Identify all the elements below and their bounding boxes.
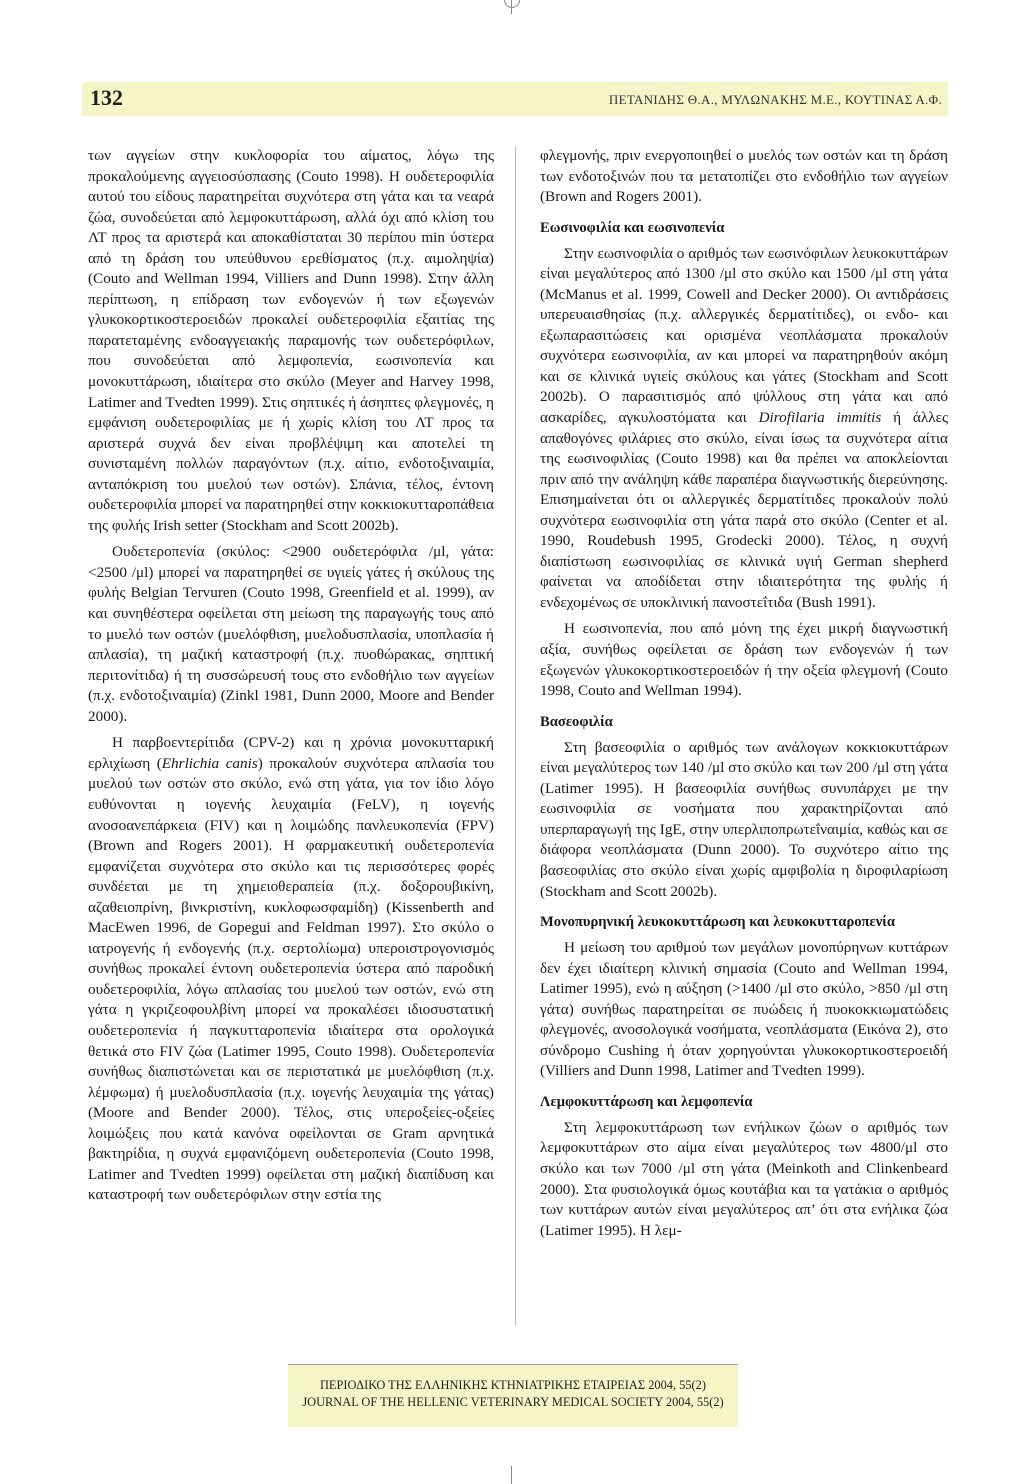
right-column [540,146,948,1241]
paragraph: Ουδετεροπενία (σκύλος: <2900 ουδετερόφιλα /μl, γάτα: <2500 /μl) μπορεί να παρατηρηθεί σε υγιείς γάτες ή σκύλους της φυλής Belgian Tervuren (Couto 1998, Greenfield et al. 1999), αν και συνηθέστερα οφείλεται στη μείωση της παραγωγής τους από το μυελό των οστών (μυελόφθιση, μυελοδυσπλασία, υποπλασία ή απλασία), τη μαζική καταστροφή (π.χ. πυοθώρακας, σηπτική περιτονίτιδα) ή τη συσσώρευσή τους στο ενδοθήλιο των αγγείων (π.χ. ενδοτοξιναιμία) (Zinkl 1981, Dunn 2000, Moore and Bender 2000). [88,543,494,725]
journal-title-greek: ΠΕΡΙΟΔΙΚΟ ΤΗΣ ΕΛΛΗΝΙΚΗΣ ΚΤΗΝΙΑΤΡΙΚΗΣ ΕΤΑΙΡΕΙΑΣ 2004, 55(2) [319,1378,707,1392]
crop-mark-bottom [511,1466,512,1484]
section-heading: Μονοπυρηνική λευκοκυττάρωση και λευκοκυτταροπενία [540,914,895,931]
text-run: ή άλλες απαθογόνες φιλάριες στο σκύλο, είναι ίσως τα συχνότερα αίτια της εωσινοφιλίας (Couto 1998) και θα πρέπει να αποκλείονται πριν από την ανάληψη κάθε παραπέρα διαγνωστικής διερεύνησης. Επισημαίνεται ότι οι αλλεργικές δερματίτιδες προκαλούν πολύ συχνότερα εωσινοφιλία στη γάτα παρά στο σκύλο (Center et al. 1990, Roudebush 1995, Grodecki 2000). Τέλος, η συχνή διαπίστωση εωσινοφιλίας σε κλινικά υγιή German shepherd φαίνεται να αποδίδεται στην ιδιαιτερότητα της φυλής ή ενδεχομένως σε υποκλινική πανοστεΐτιδα (Bush 1991). [540,409,948,611]
left-column [88,146,494,1206]
paragraph: Η εωσινοπενία, που από μόνη της έχει μικρή διαγνωστική αξία, συνήθως οφείλεται σε δράση των ενδογενών ή των εξωγενών γλυκοκορτικοστεροειδών ή την οξεία φλεγμονή (Couto 1998, Couto and Wellman 1994). [540,620,948,700]
page-number: 132 [90,85,123,110]
paragraph [88,733,494,1206]
column-divider [515,146,516,1326]
paragraph: Στη λεμφοκυττάρωση των ενήλικων ζώων ο αριθμός των λεμφοκυττάρων στο αίμα είναι μεγαλύτερος των 4800/μl στο σκύλο και των 7000 /μl στη γάτα (Meinkoth and Clinkenbeard 2000). Στα φυσιολογικά όμως κουτάβια και τα γατάκια ο αριθμός των κυττάρων αυτών είναι μεγαλύτερος απ’ ότι στα ενήλικα ζώα (Latimer 1995). Η λεμ- [540,1118,948,1239]
paragraph: των αγγείων στην κυκλοφορία του αίματος, λόγω της προκαλούμενης αγγειοσύσπασης (Couto 1998). Η ουδετεροφιλία αυτού του είδους παρατηρείται συχνότερα στη γάτα και τα νεαρά ζώα, συνοδεύεται από λεμφοκυττάρωση, αλλά όχι από κλίση του ΛΤ προς τα αριστερά και αποκαθίσταται 30 περίπου min ύστερα από τη δράση του υπεύθυνου ερεθίσματος (π.χ. αιμοληψία) (Couto and Wellman 1994, Villiers and Dunn 1998). Στην άλλη περίπτωση, η επίδραση των ενδογενών ή των εξωγενών γλυκοκορτικοστεροειδών προκαλεί ουδετεροφιλία εξαιτίας της παρατεταμένης ενδοαγγειακής παραμονής των ουδετερόφιλων, που συνοδεύεται από λεμφοπενία, εωσινοπενία και μονοκυττάρωση, ιδιαίτερα στο σκύλο (Meyer and Harvey 1998, Latimer and Tvedten 1999). Στις σηπτικές ή άσηπτες φλεγμονές, η εμφάνιση ουδετεροφιλίας με ή χωρίς κλίση του ΛΤ προς τα αριστερά συχνά δεν είναι προβλέψιμη και αποτελεί τη συνισταμένη πολλών παραγόντων (π.χ. αίτιο, ενδοτοξιναιμία, ανταπόκριση του μυελού των οστών). Σπάνια, τέλος, έντονη ουδετεροφιλία μπορεί να παρατηρηθεί στην κοκκιοκυτταροπάθεια της φυλής Irish setter (Stockham and Scott 2002b). [88,147,494,534]
species-name: Ehrlichia canis [161,754,258,772]
section-heading: Εωσινοφιλία και εωσινοπενία [540,219,725,236]
text-run: ) προκαλούν συχνότερα απλασία του μυελού των οστών στο σκύλο, ενώ στη γάτα, για τον ίδιο λόγο ευθύνονται η ιογενής λευχαιμία (FeLV), η ιογενής ανοσοανεπάρκεια (FIV) και η λοιμώδης πανλευκοπενία (FPV) (Brown and Rogers 2001). Η φαρμακευτική ουδετεροπενία εμφανίζεται συχνότερα στο σκύλο και τις περισσότερες φορές συνδέεται με τη χημειοθεραπεία (π.χ. δοξορουβικίνη, αζαθειοπρίνη, βινκριστίνη, κυκλοφωσφαμίδη) (Kissenberth and MacEwen 1996, de Gopegui and Feldman 1997). Στο σκύλο ο ιατρογενής ή ενδογενής (π.χ. σερτολίωμα) υπεροιστρογονισμός συνήθως προκαλεί έντονη ουδετεροπενία ύστερα από παροδική ουδετεροφιλία, λόγω απλασίας του μυελού των οστών, ενώ στη γάτα η γκριζεοφουλβίνη μπορεί να προκαλέσει ιδιοσυστατική ουδετεροπενία ή παγκυτταροπενία ιδιαίτερα στα ορολογικά θετικά στο FIV ζώα (Latimer 1995, Couto 1998). Ουδετεροπενία συνήθως διαπιστώνεται και σε περιστατικά με μυελόφθιση (π.χ. λέμφωμα) ή μυελοδυσπλασία (π.χ. ιογενής λευχαιμία της γάτας) (Moore and Bender 2000). Τέλος, στις υπεροξείες-οξείες λοιμώξεις που κατά κανόνα οφείλονται σε Gram αρνητικά βακτηρίδια, η συχνά εμφανιζόμενη ουδετεροπενία (Couto 1998, Latimer and Tvedten 1999) οφείλεται στη μαζική διαπίδυση και καταστροφή των ουδετερόφιλων στην εστία της [88,754,494,1204]
paragraph [540,244,948,614]
running-head-authors: ΠΕΤΑΝΙΔΗΣ Θ.Α., ΜΥΛΩΝΑΚΗΣ Μ.Ε., ΚΟΥΤΙΝΑΣ Α.Φ. [608,92,942,107]
journal-footer [288,1364,738,1427]
species-name: Dirofilaria immitis [758,409,882,427]
paragraph: φλεγμονής, πριν ενεργοποιηθεί ο μυελός των οστών και τη δράση των ενδοτοξινών που τα μετατοπίζει στο ενδοθήλιο των αγγείων (Brown and Rogers 2001). [540,147,948,206]
page-header [82,82,948,116]
journal-title-english: JOURNAL OF THE HELLENIC VETERINARY MEDICAL SOCIETY 2004, 55(2) [302,1395,724,1409]
text-run: Η παρβοεντερίτιδα (CPV-2) και η χρόνια μονοκυτταρική ερλιχίωση ( [88,734,494,772]
registration-mark-top [504,0,520,8]
section-heading: Βασεοφιλία [540,713,613,730]
text-run: Στην εωσινοφιλία ο αριθμός των εωσινόφιλων λευκοκυττάρων είναι μεγαλύτερος από 1300 /μl στο σκύλο και 1500 /μl στη γάτα (McManus et al. 1999, Cowell and Decker 2000). Οι αντιδράσεις υπερευαισθησίας (π.χ. αλλεργικές δερματίτιδες), οι ενδο- και εξωπαρασιτώσεις και ορισμένα νεοπλάσματα προκαλούν συχνότερα εωσινοφιλία, αν και μπορεί να παρατηρηθούν ακόμη και σε κλινικά υγιείς σκύλους και γάτες (Stockham and Scott 2002b). Ο παρασιτισμός από ψύλλους στη γάτα και από ασκαρίδες, αγκυλοστόματα και [540,244,948,427]
section-heading: Λεμφοκυττάρωση και λεμφοπενία [540,1093,753,1110]
paragraph: Η μείωση του αριθμού των μεγάλων μονοπύρηνων κυττάρων δεν έχει ιδιαίτερη κλινική σημασία (Couto and Wellman 1994, Latimer 1995), ενώ η αύξηση (>1400 /μl στο σκύλο, >850 /μl στη γάτα) συνήθως παρατηρείται σε πυώδεις ή πυοκοκκιωματώδεις φλεγμονές, ανοσολογικά νοσήματα, νεοπλάσματα (Εικόνα 2), στο σύνδρομο Cushing ή όταν χορηγούνται γλυκοκορτικοστεροειδή (Villiers and Dunn 1998, Latimer and Tvedten 1999). [540,939,948,1080]
paragraph: Στη βασεοφιλία ο αριθμός των ανάλογων κοκκιοκυττάρων είναι μεγαλύτερος των 140 /μl στο σκύλο και των 200 /μl στη γάτα (Latimer 1995). Η βασεοφιλία συνήθως συνυπάρχει με την εωσινοφιλία σε νοσήματα που χαρακτηρίζονται από υπερπαραγωγή της IgE, στην υπερλιποπρωτεΐναιμία, καθώς και σε διάφορα νεοπλάσματα (Dunn 2000). Το συχνότερο αίτιο της βασεοφιλίας στο σκύλο είναι χωρίς αμφιβολία η διροφιλαρίωση (Stockham and Scott 2002b). [540,738,948,900]
